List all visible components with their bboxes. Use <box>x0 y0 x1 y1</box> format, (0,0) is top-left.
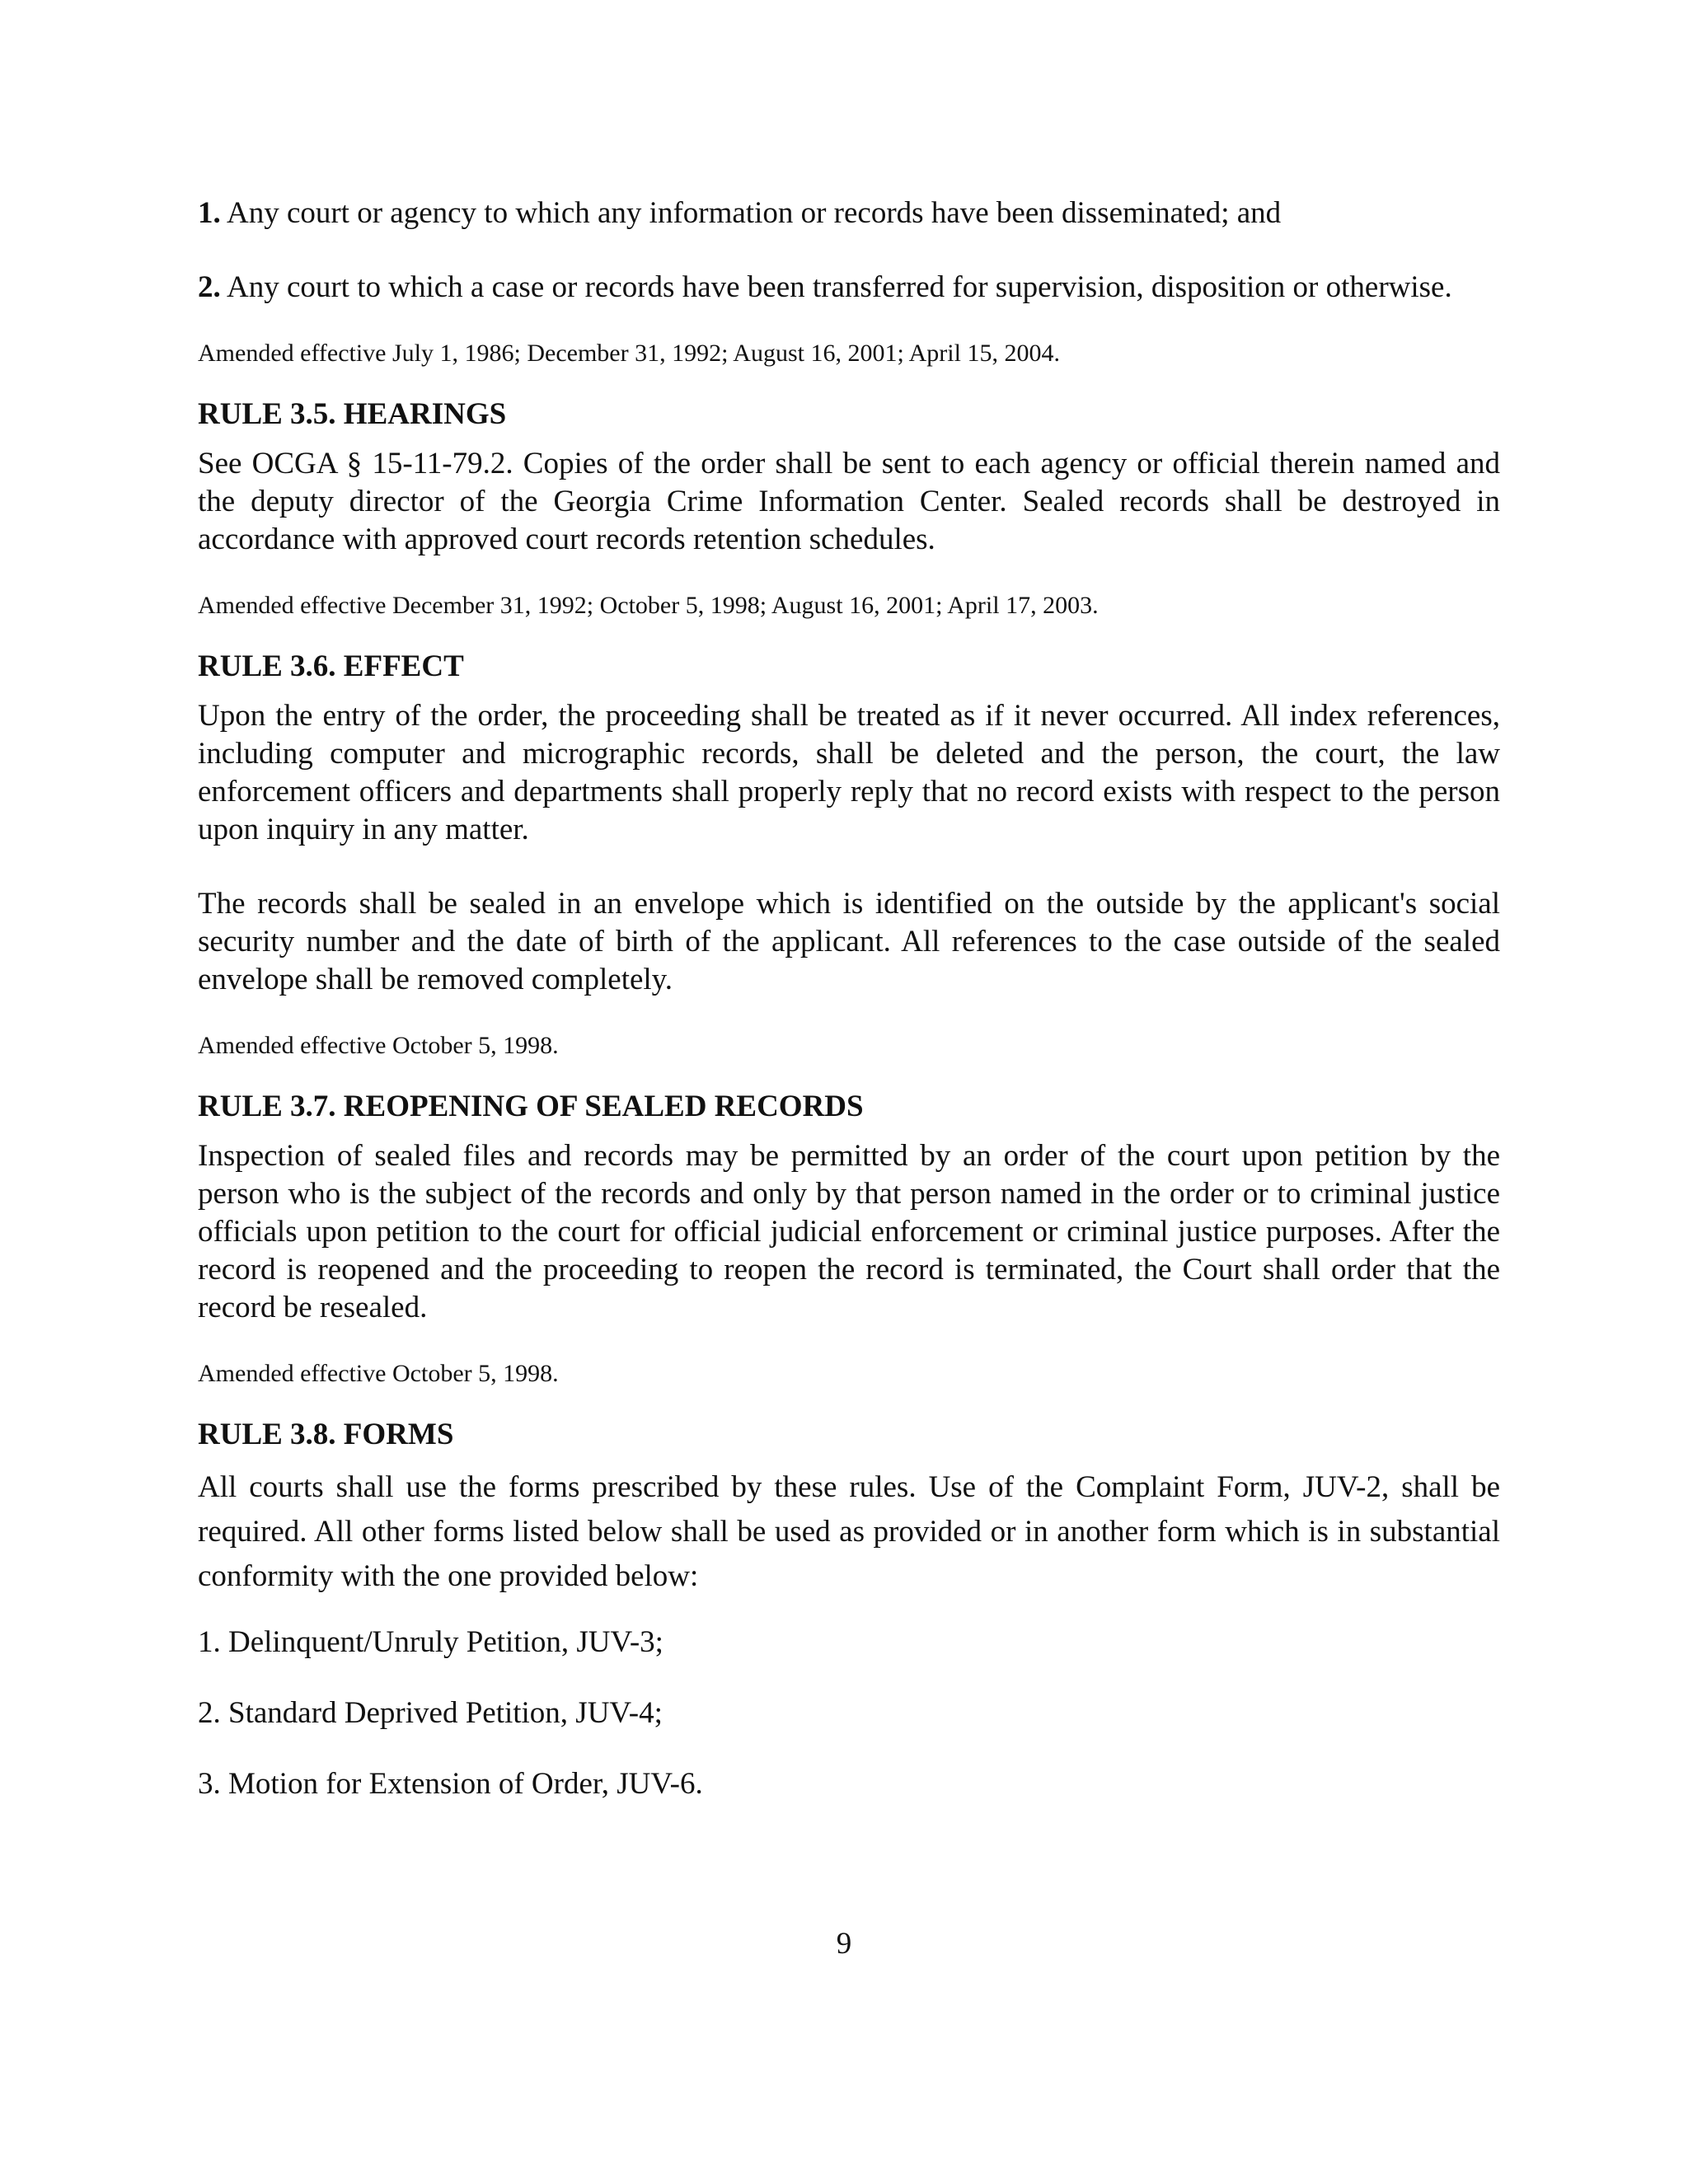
amendment-note: Amended effective October 5, 1998. <box>198 1360 559 1387</box>
rule-body: All courts shall use the forms prescribed by these rules. Use of the Complaint Form, JUV-2, shall be required. All other forms listed below shall be used as provided or in another form which is in substantial conformity with the one provided below: <box>198 1470 1500 1593</box>
rule-heading: RULE 3.7. REOPENING OF SEALED RECORDS <box>198 1090 864 1123</box>
rule-heading: RULE 3.6. EFFECT <box>198 649 464 683</box>
rule-heading: RULE 3.8. FORMS <box>198 1418 454 1451</box>
form-list-item: 1. Delinquent/Unruly Petition, JUV-3; <box>198 1625 663 1659</box>
amendment-note: Amended effective December 31, 1992; October 5, 1998; August 16, 2001; April 17, 2003. <box>198 592 1099 619</box>
intro-list-item-2 <box>198 269 1500 307</box>
rule-heading: RULE 3.5. HEARINGS <box>198 397 507 431</box>
rule-body: The records shall be sealed in an envelope which is identified on the outside by the applicant's social security number and the date of birth of the applicant. All references to the case outside of the sealed envelope shall be removed completely. <box>198 887 1500 996</box>
list-text: Any court or agency to which any information or records have been disseminated; and <box>226 196 1282 230</box>
list-text: Any court to which a case or records have been transferred for supervision, disposition or otherwise. <box>226 270 1452 304</box>
form-list-item: 2. Standard Deprived Petition, JUV-4; <box>198 1696 663 1730</box>
list-number: 1. <box>198 196 221 230</box>
rule-body: Inspection of sealed files and records may be permitted by an order of the court upon petition by the person who is the subject of the records and only by that person named in the order or to criminal justice officials upon petition to the court for official judicial enforcement or criminal justice purposes. After the record is reopened and the proceeding to reopen the record is terminated, the Court shall order that the record be resealed. <box>198 1139 1500 1324</box>
list-number: 2. <box>198 270 221 304</box>
page-number: 9 <box>836 1927 852 1961</box>
amendment-note: Amended effective October 5, 1998. <box>198 1032 559 1059</box>
page-content <box>198 194 1500 1803</box>
intro-list-item-1 <box>198 194 1500 232</box>
form-list-item: 3. Motion for Extension of Order, JUV-6. <box>198 1767 703 1801</box>
amendment-note: Amended effective July 1, 1986; December 31, 1992; August 16, 2001; April 15, 2004. <box>198 340 1060 367</box>
rule-body: Upon the entry of the order, the proceeding shall be treated as if it never occurred. All index references, including computer and micrographic records, shall be deleted and the person, the court, the law enforcement officers and departments shall properly reply that no record exists with respect to the person upon inquiry in any matter. <box>198 699 1500 846</box>
rule-body: See OCGA § 15-11-79.2. Copies of the order shall be sent to each agency or official therein named and the deputy director of the Georgia Crime Information Center. Sealed records shall be destroyed in accordance with approved court records retention schedules. <box>198 447 1500 556</box>
